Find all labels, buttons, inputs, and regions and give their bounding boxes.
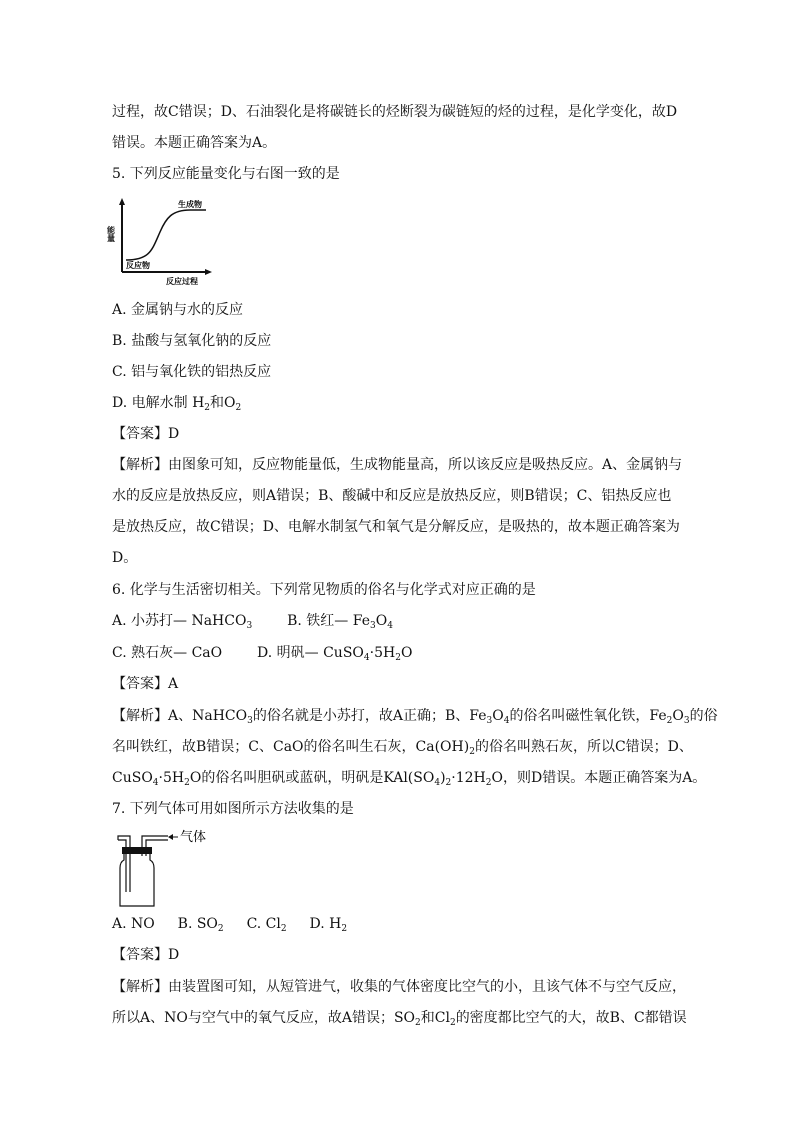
options-cd: C. 熟石灰— CaO D. 明矾— $CuSO_4\cdot 5H_2O$ <box>112 645 413 663</box>
energy-diagram <box>106 196 220 288</box>
explanation-line: $CuSO_4\cdot 5H_2O$的俗名叫胆矾或蓝矾，明矾是$KAl(SO_4)_2\cdot 12H_2O$，则D错误。本题正确答案为A。 <box>112 770 707 788</box>
options-ab: A. 小苏打— NaHCO$_3$ B. 铁红— $Fe_3O_4$ <box>112 613 393 631</box>
process-axis-label: 反应过程 <box>166 277 198 286</box>
reactant-label: 反应物 <box>126 261 150 270</box>
question-stem: 5. 下列反应能量变化与右图一致的是 <box>112 166 340 182</box>
gas-label: 气体 <box>180 830 207 845</box>
paragraph-line: 错误。本题正确答案为A。 <box>112 135 277 151</box>
paragraph-line: 过程，故C错误；D、石油裂化是将碳链长的烃断裂为碳链短的烃的过程，是化学变化，故D <box>112 104 678 120</box>
answer: 【答案】D <box>112 426 180 442</box>
explanation-line: 水的反应是放热反应，则A错误；B、酸碱中和反应是放热反应，则B错误；C、铝热反应也 <box>112 488 672 504</box>
explanation-line: 【解析】A、NaHCO$_3$的俗名就是小苏打，故A正确；B、$Fe_3O_4$的俗名叫磁性氧化铁，$Fe_2O_3$的俗 <box>112 708 718 726</box>
options-abcd: A. NO B. $SO_2$ C. $Cl_2$ D. $H_2$ <box>112 916 348 934</box>
option-a: A. 金属钠与水的反应 <box>112 302 244 318</box>
explanation-line: 是放热反应，故C错误；D、电解水制氢气和氧气是分解反应，是吸热的，故本题正确答案为 <box>112 519 680 535</box>
explanation-line: 名叫铁红，故B错误；C、CaO的俗名叫生石灰，$Ca(OH)_2$的俗名叫熟石灰，所以C错误；D、 <box>112 739 693 757</box>
product-label: 生成物 <box>178 200 202 209</box>
gas-collection-bottle-diagram <box>112 828 222 908</box>
energy-curve <box>126 210 206 260</box>
question-stem: 6. 化学与生活密切相关。下列常见物质的俗名与化学式对应正确的是 <box>112 582 536 598</box>
explanation-line: D。 <box>112 550 138 566</box>
answer: 【答案】D <box>112 947 180 963</box>
option-d: D. 电解水制 $H_2$和$O_2$ <box>112 395 242 413</box>
option-c: C. 铝与氧化铁的铝热反应 <box>112 364 272 380</box>
answer: 【答案】A <box>112 676 179 692</box>
explanation-line: 【解析】由图象可知，反应物能量低，生成物能量高，所以该反应是吸热反应。A、金属钠与 <box>112 457 683 473</box>
explanation-line: 所以A、NO与空气中的氧气反应，故A错误；$SO_2$和$Cl_2$的密度都比空气的大，故B、C都错误 <box>112 1010 687 1028</box>
energy-axis-label: 能量 <box>106 226 116 242</box>
explanation-line: 【解析】由装置图可知，从短管进气，收集的气体密度比空气的小，且该气体不与空气反应， <box>112 979 686 995</box>
question-stem: 7. 下列气体可用如图所示方法收集的是 <box>112 801 354 817</box>
option-b: B. 盐酸与氢氧化钠的反应 <box>112 333 272 349</box>
